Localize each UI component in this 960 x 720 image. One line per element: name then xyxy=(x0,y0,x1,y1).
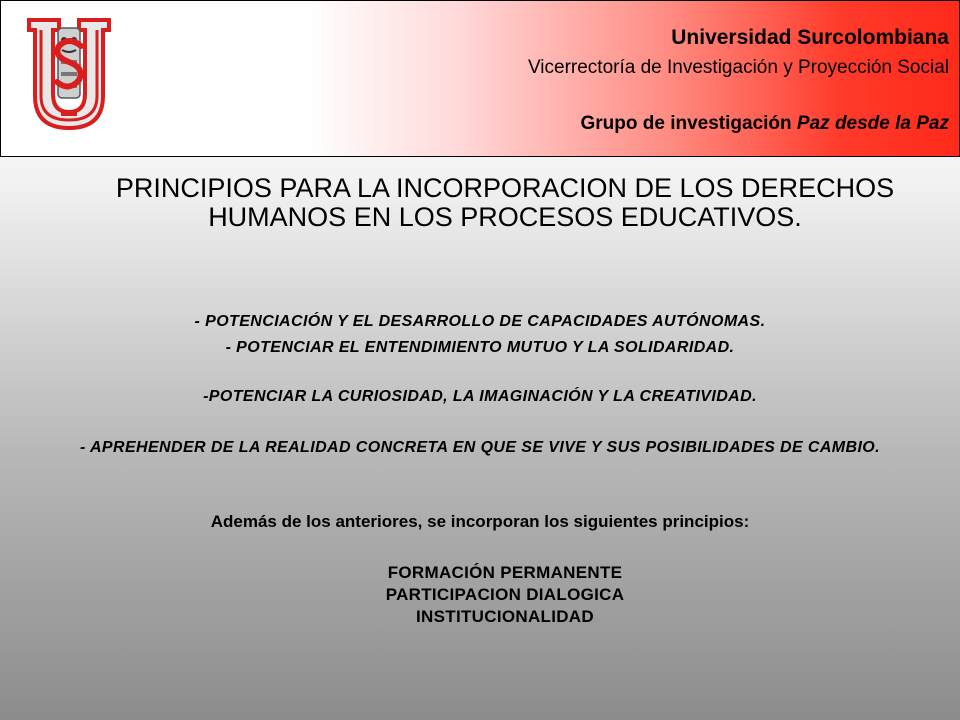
principles-intro: Además de los anteriores, se incorporan los siguientes principios: xyxy=(210,512,750,531)
bullet-item: -POTENCIAR LA CURIOSIDAD, LA IMAGINACIÓN Y LA CREATIVIDAD. xyxy=(203,388,757,405)
bullet-item: - APREHENDER DE LA REALIDAD CONCRETA EN QUE SE VIVE Y SUS POSIBILIDADES DE CAMBIO. xyxy=(79,439,880,456)
bullet-item: - POTENCIACIÓN Y EL DESARROLLO DE CAPACIDADES AUTÓNOMAS. xyxy=(194,313,766,330)
bullet-item: - POTENCIAR EL ENTENDIMIENTO MUTUO Y LA SOLIDARIDAD. xyxy=(225,339,735,356)
university-seal-logo xyxy=(25,16,113,134)
principle-item: PARTICIPACION DIALOGICA xyxy=(385,585,625,604)
principle-item: FORMACIÓN PERMANENTE xyxy=(387,563,623,582)
vicerrectoria-name: Vicerrectoría de Investigación y Proyección Social xyxy=(527,57,949,78)
slide-header xyxy=(0,0,960,157)
research-group xyxy=(581,113,950,135)
research-group-name: Paz desde la Paz xyxy=(796,113,949,134)
university-name: Universidad Surcolombiana xyxy=(671,26,949,49)
slide-title: PRINCIPIOS PARA LA INCORPORACION DE LOS DERECHOS HUMANOS EN LOS PROCESOS EDUCATIVOS. xyxy=(115,173,895,232)
principle-item: INSTITUCIONALIDAD xyxy=(416,607,594,626)
research-group-prefix: Grupo de investigación xyxy=(580,113,797,134)
principles-list xyxy=(200,562,810,628)
